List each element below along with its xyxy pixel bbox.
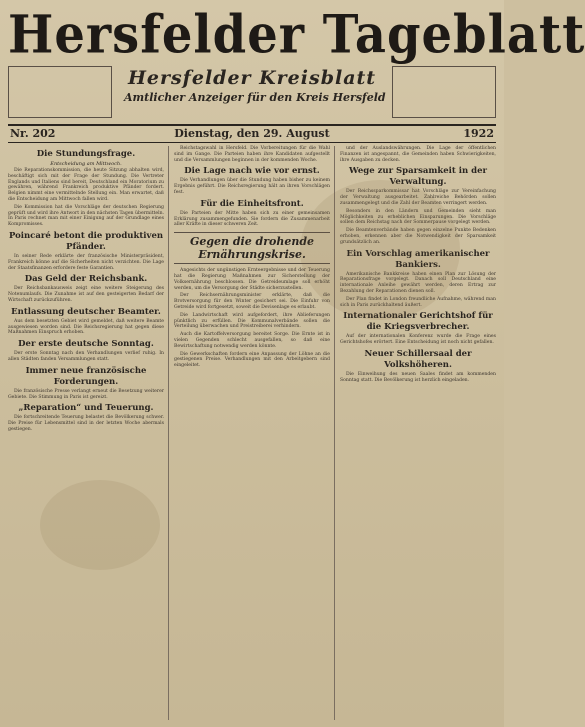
- dateline: [8, 124, 496, 143]
- article-headline: Der erste deutsche Sonntag.: [18, 339, 154, 350]
- article-paragraph: Die Gewerkschaften fordern eine Anpassung der Löhne an die gestiegenen Preise. Verhandlungen mit den Arbeitgebern sind eingeleitet.: [174, 351, 330, 369]
- article-paragraph: Besonders in den Ländern und Gemeinden sieht man Möglichkeiten zu erheblichen Einsparungen. Die Vorschläge sollen dem Reichstag nach der Sommerpause vorgelegt werden.: [340, 208, 496, 226]
- article-columns: [8, 146, 496, 720]
- article-headline: Poincaré betont die produktiven Pfänder.: [8, 230, 164, 252]
- article-paragraph: Der Reichssparkommissar hat Vorschläge zur Vereinfachung der Verwaltung ausgearbeitet. Zahlreiche Behörden sollen zusammengelegt und die Zahl der Beamten verringert werden.: [340, 189, 496, 206]
- article-headline: Gegen die drohende Ernährungskrise.: [174, 232, 330, 264]
- article-paragraph: Die französische Presse verlangt erneut die Besetzung weiterer Gebiete. Die Stimmung in Paris ist gereizt.: [8, 388, 164, 400]
- article-paragraph: Reichstagswahl in Hersfeld. Die Vorbereitungen für die Wahl sind im Gange. Die Parteien haben ihre Kandidaten aufgestellt und die Versammlungen beginnen in der kommenden Woche.: [174, 146, 330, 163]
- article-paragraph: Auf der internationalen Konferenz wurde die Frage eines Gerichtshofes erörtert. Eine Entscheidung ist noch nicht gefallen.: [340, 334, 496, 346]
- issue-year: 1922: [463, 127, 494, 140]
- article-paragraph: Aus dem besetzten Gebiet wird gemeldet, daß weitere Beamte ausgewiesen worden sind. Die Reichsregierung hat gegen diese Maßnahmen Einspruch erhoben.: [8, 318, 164, 336]
- article-paragraph: Der Plan findet in London freundliche Aufnahme, während man sich in Paris zurückhaltend äußert.: [340, 296, 496, 308]
- article-headline: Die Stundungsfrage.: [36, 149, 136, 159]
- masthead-tagline: Amtlicher Anzeiger für den Kreis Hersfeld: [124, 91, 386, 104]
- article-paragraph: Die Kommission hat die Vorschläge der deutschen Regierung geprüft und wird ihre Antwort in den nächsten Tagen übermitteln. In Paris rechnet man mit einer Einigung auf der Grundlage eines Kompromisses.: [8, 204, 164, 228]
- article-paragraph: Der erste Sonntag nach den Verhandlungen verlief ruhig. In allen Städten fanden Versammlungen statt.: [8, 351, 164, 362]
- article-paragraph: Die Beamtenverbände haben gegen einzelne Punkte Bedenken erhoben, erkennen aber die Notwendigkeit der Sparsamkeit grundsätzlich an.: [340, 228, 496, 245]
- article-headline: Ein Vorschlag amerikanischer Bankiers.: [346, 248, 490, 270]
- article-paragraph: Auch die Kartoffelversorgung bereitet Sorge. Die Ernte ist in vielen Gegenden schlecht ausgefallen, so daß eine Bewirtschaftung notwendig werden könnte.: [174, 332, 330, 349]
- masthead-title: Hersfelder Tageblatt: [8, 4, 585, 66]
- article-headline: Neuer Schillersaal der Volkshöheren.: [364, 348, 472, 370]
- article-paragraph: Die fortschreitende Teuerung belastet die Bevölkerung schwer. Die Preise für Lebensmittel sind in der letzten Woche abermals gestiegen.: [8, 415, 164, 432]
- article-column: [8, 146, 169, 720]
- article-paragraph: In seiner Rede erklärte der französische Ministerpräsident, Frankreich könne auf die Sicherheiten nicht verzichten. Die Lage der Staatsfinanzen erfordere feste Garantien.: [8, 253, 164, 271]
- advertising-info-box: [392, 66, 496, 118]
- issue-date: Dienstag, den 29. August: [174, 127, 330, 140]
- article-headline: Das Geld der Reichsbank.: [24, 274, 148, 285]
- article-column: [340, 146, 496, 720]
- article-paragraph: und der Auslandswährungen. Die Lage der öffentlichen Finanzen ist angespannt, die Gemeinden haben Schwierigkeiten, ihre Ausgaben zu decken.: [340, 146, 496, 163]
- article-paragraph: Amerikanische Bankkreise haben einen Plan zur Lösung der Reparationsfrage vorgelegt. Danach soll Deutschland eine internationale Anleihe gewährt werden, deren Ertrag zur Bezahlung der Reparationen dienen soll.: [340, 271, 496, 294]
- article-headline: Internationaler Gerichtshof für die Kriegsverbrecher.: [343, 311, 493, 333]
- article-paragraph: Der Reichsernährungsminister erklärte, daß die Brotversorgung für den Winter gesichert sei. Die Einfuhr von Getreide wird fortgesetzt, soweit die Devisenlage es erlaubt.: [174, 293, 330, 310]
- masthead-subhead: [8, 66, 496, 122]
- article-paragraph: Die Einweihung des neuen Saales findet am kommenden Sonntag statt. Die Bevölkerung ist herzlich eingeladen.: [340, 371, 496, 383]
- article-paragraph: Der Reichsbankausweis zeigt eine weitere Steigerung des Notenumlaufs. Die Zunahme ist auf den gesteigerten Bedarf der Wirtschaft zurückzuführen.: [8, 286, 164, 303]
- article-headline: Die Lage nach wie vor ernst.: [184, 166, 320, 177]
- article-paragraph: Die Reparationskommission, die heute Sitzung abhalten wird, beschäftigt sich mit der Frage der Stundung. Die Vertreter Englands und Italiens sind bereit, Deutschland ein Moratorium zu gewähren, während Frankreich produktive Pfänder fordert. Belgien nimmt eine vermittelnde Stellung ein. Man erwartet, daß die Entscheidung am Mittwoch fallen wird.: [8, 168, 164, 202]
- article-column: [174, 146, 335, 720]
- article-paragraph: Die Verhandlungen über die Stundung haben bisher zu keinem Ergebnis geführt. Die Reichsregierung hält an ihren Vorschlägen fest.: [174, 178, 330, 195]
- article-headline: Wege zur Sparsamkeit in der Verwaltung.: [349, 166, 487, 188]
- article-headline: Für die Einheitsfront.: [200, 198, 304, 209]
- article-headline: Entlassung deutscher Beamter.: [11, 306, 161, 317]
- issue-number: Nr. 202: [10, 127, 56, 140]
- masthead-subtitle: Hersfelder Kreisblatt: [127, 67, 377, 89]
- article-headline: Immer neue französische Forderungen.: [25, 365, 147, 387]
- article-paragraph: Angesichts der ungünstigen Ernteergebnisse und der Teuerung hat die Regierung Maßnahmen zur Sicherstellung der Volksernährung beschlossen. Die Getreideumlage soll erhöht werden, um die Versorgung der Städte sicherzustellen.: [174, 268, 330, 291]
- article-headline: „Reparation“ und Teuerung.: [18, 403, 154, 414]
- article-paragraph: Die Landwirtschaft wird aufgefordert, ihre Ablieferungen pünktlich zu erfüllen. Die Kommunalverbände sollen die Verteilung überwachen und Preistreiberei verhindern.: [174, 312, 330, 330]
- subscription-info-box: [8, 66, 112, 118]
- article-paragraph: Die Parteien der Mitte haben sich zu einer gemeinsamen Erklärung zusammengefunden. Sie fordern die Zusammenarbeit aller Kräfte in dieser schweren Zeit.: [174, 210, 330, 228]
- article-kicker: Entscheidung am Mittwoch.: [50, 161, 122, 167]
- masthead-center: [124, 66, 386, 106]
